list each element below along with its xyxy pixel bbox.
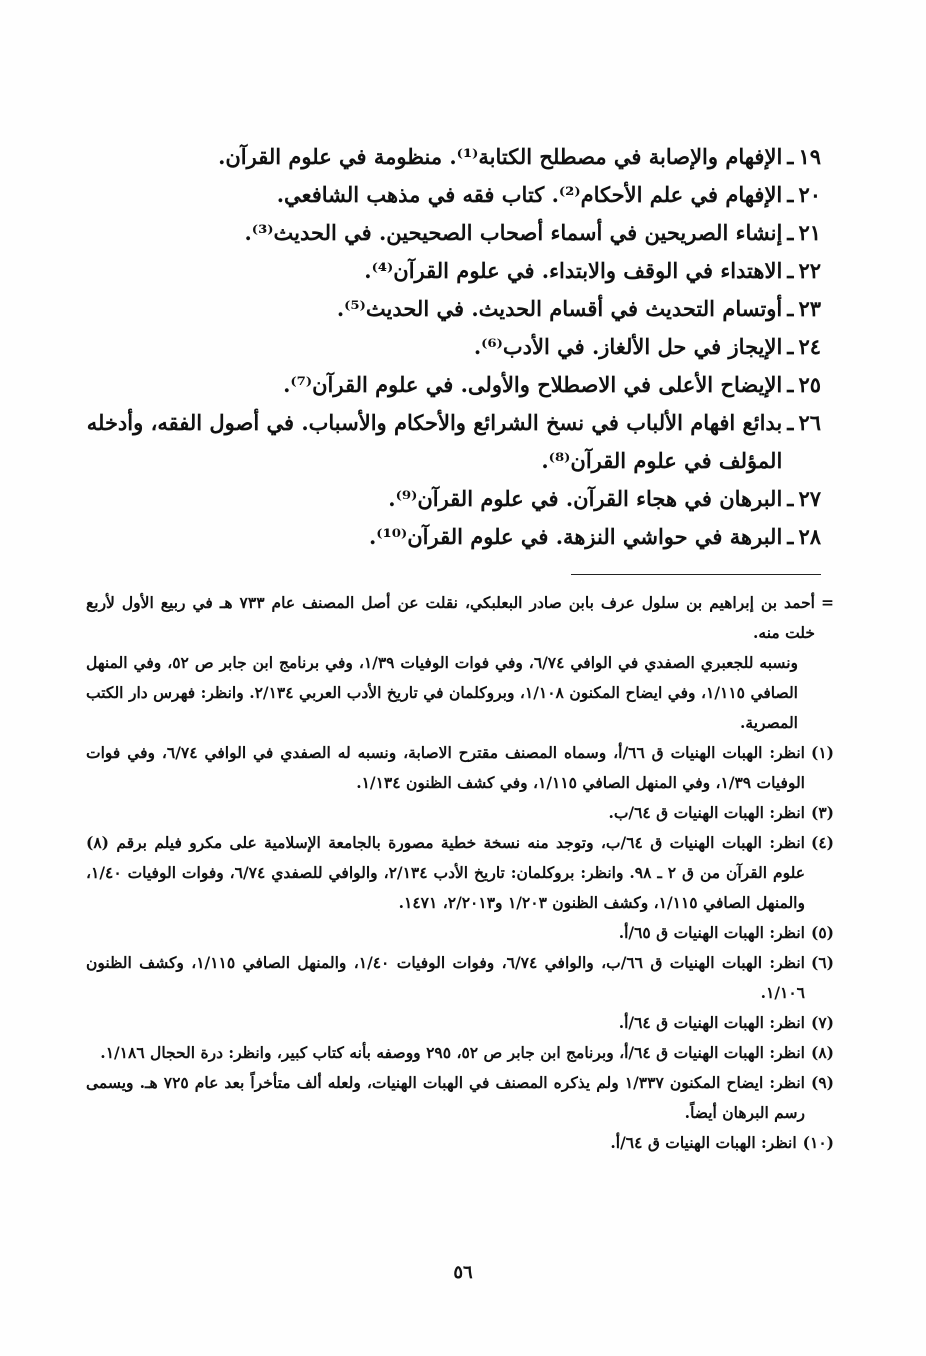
footnote-text: ونسبه للجعبري الصفدي في الوافي ٦/٧٤، وفي فوات الوفيات ١/٣٩، وفي برنامج ابن جابر ص ٥٢، وفي المنهل الصافي ١/١١٥، وفي ايضاح المكنون ١/١٠٨، وبروكلمان في تاريخ الأدب العربي ٢/١٣٤. وانظر: فهرس دار الكتب المصرية. (86, 653, 799, 732)
list-item (81, 480, 821, 518)
footnote-marker: (٦) (810, 953, 834, 972)
item-text: الإفهام في علم الأحكام⁽²⁾. كتاب فقه في مذهب الشافعي. (276, 182, 783, 207)
footnote-text: انظر: الهبات الهنيات ق ٦٤/أ، وبرنامج ابن جابر ص ٥٢، ٢٩٥ ووصفه بأنه كتاب كبير، وانظر: درة الحجال ١/١٨٦. (100, 1043, 805, 1062)
item-number: ١٩ (798, 144, 821, 169)
item-number: ٢١ (798, 220, 821, 245)
footnote-marker: (٥) (810, 923, 834, 942)
footnote (86, 828, 834, 918)
item-text: البرهان في هجاء القرآن. في علوم القرآن⁽⁹⁾. (388, 486, 783, 511)
footnote-text: انظر: الهبات الهنيات ق ٦٤/ب، وتوجد منه نسخة خطية مصورة بالجامعة الإسلامية على مكرو فيلم برقم (٨) علوم القرآن من ق ٢ ـ ٩٨. وانظر: بروكلمان: تاريخ الأدب ٢/١٣٤، والوافي للصفدي ٦/٧٤، وفوات الوفيات ١/٤٠، والمنهل الصافي ١/١١٥، وكشف الظنون ١/٢٠٣ و٢/٢٠١٣، ١٤٧١. (86, 833, 805, 912)
item-number: ٢٠ (798, 182, 821, 207)
footnote-divider (571, 574, 821, 575)
footnote (86, 588, 834, 648)
item-number: ٢٣ (798, 296, 821, 321)
separator: ـ (787, 334, 794, 359)
item-number: ٢٥ (798, 372, 821, 397)
item-number: ٢٧ (798, 486, 821, 511)
footnote-marker: (٤) (810, 833, 834, 852)
footnote-text: انظر: الهبات الهنيات ق ٦٦/ب، والوافي ٦/٧٤، وفوات الوفيات ١/٤٠، والمنهل الصافي ١/١١٥، وكشف الظنون ١/١٠٦. (86, 953, 805, 1002)
separator: ـ (787, 144, 794, 169)
footnote-marker: (٩) (810, 1073, 834, 1092)
separator: ـ (787, 372, 794, 397)
footnote-marker: (٧) (810, 1013, 834, 1032)
list-item (81, 290, 821, 328)
footnote (86, 918, 834, 948)
separator: ـ (787, 258, 794, 283)
item-text: الإفهام والإصابة في مصطلح الكتابة⁽¹⁾. منظومة في علوم القرآن. (218, 144, 783, 169)
book-list (81, 138, 821, 556)
list-item (81, 138, 821, 176)
list-item (81, 404, 821, 480)
separator: ـ (787, 486, 794, 511)
item-number: ٢٢ (798, 258, 821, 283)
footnote-marker: = (821, 593, 834, 612)
footnote (86, 738, 834, 798)
footnotes (86, 588, 834, 1158)
list-item (81, 328, 821, 366)
footnote (86, 1008, 834, 1038)
footnote (86, 1038, 834, 1068)
footnote-marker: (٨) (810, 1043, 834, 1062)
page-number: ٥٦ (453, 1262, 473, 1283)
footnote-marker: (١٠) (802, 1133, 834, 1152)
footnote-text: أحمد بن إبراهيم بن سلول عرف بابن صادر البعلبكي، نقلت عن أصل المصنف عام ٧٣٣ هـ في ربيع الأول لأربع خلت منه. (86, 593, 815, 642)
item-number: ٢٦ (798, 410, 821, 435)
footnote (86, 648, 834, 738)
footnote (86, 948, 834, 1008)
list-item (81, 252, 821, 290)
item-text: إنشاء الصريحين في أسماء أصحاب الصحيحين. في الحديث⁽³⁾. (244, 220, 783, 245)
list-item (81, 176, 821, 214)
footnote-text: انظر: الهبات الهنيات ق ٦٤/ب. (608, 803, 805, 822)
item-text: الإيضاح الأعلى في الاصطلاح والأولى. في علوم القرآن⁽⁷⁾. (283, 372, 783, 397)
separator: ـ (787, 182, 794, 207)
item-text: الإيجاز في حل الألغاز. في الأدب⁽⁶⁾. (473, 334, 783, 359)
item-number: ٢٤ (798, 334, 821, 359)
list-item (81, 214, 821, 252)
footnote-text: انظر: الهبات الهنيات ق ٦٥/أ. (618, 923, 805, 942)
footnote-text: انظر: الهبات الهنيات ق ٦٤/أ. (618, 1013, 805, 1032)
footnote-text: انظر: الهبات الهنيات ق ٦٤/أ. (610, 1133, 797, 1152)
footnote (86, 1068, 834, 1128)
separator: ـ (787, 296, 794, 321)
item-text: بدائع افهام الألباب في نسخ الشرائع والأحكام والأسباب. في أصول الفقه، وأدخله المؤلف في علوم القرآن⁽⁸⁾. (86, 410, 783, 473)
footnote-marker: (٣) (810, 803, 834, 822)
separator: ـ (787, 220, 794, 245)
item-number: ٢٨ (798, 524, 821, 549)
footnote (86, 1128, 834, 1158)
list-item (81, 366, 821, 404)
footnote-marker: (١) (810, 743, 834, 762)
separator: ـ (787, 410, 794, 435)
footnote (86, 798, 834, 828)
separator: ـ (787, 524, 794, 549)
footnote-text: انظر: ايضاح المكنون ١/٣٣٧ ولم يذكره المصنف في الهبات الهنيات، ولعله ألف متأخراً بعد عام ٧٢٥ هـ. ويسمى رسم البرهان أيضاً. (86, 1073, 805, 1122)
item-text: البرهة في حواشي النزهة. في علوم القرآن⁽¹⁰⁾. (369, 524, 783, 549)
item-text: الاهتداء في الوقف والابتداء. في علوم القرآن⁽⁴⁾. (364, 258, 783, 283)
item-text: أوتسام التحديث في أقسام الحديث. في الحديث⁽⁵⁾. (336, 296, 783, 321)
list-item (81, 518, 821, 556)
footnote-text: انظر: الهبات الهنيات ق ٦٦/أ، وسماه المصنف مقترح الاصابة، ونسبه له الصفدي في الوافي ٦/٧٤، وفي فوات الوفيات ١/٣٩، وفي المنهل الصافي ١/١١٥، وفي كشف الظنون ١/١٣٤. (86, 743, 805, 792)
